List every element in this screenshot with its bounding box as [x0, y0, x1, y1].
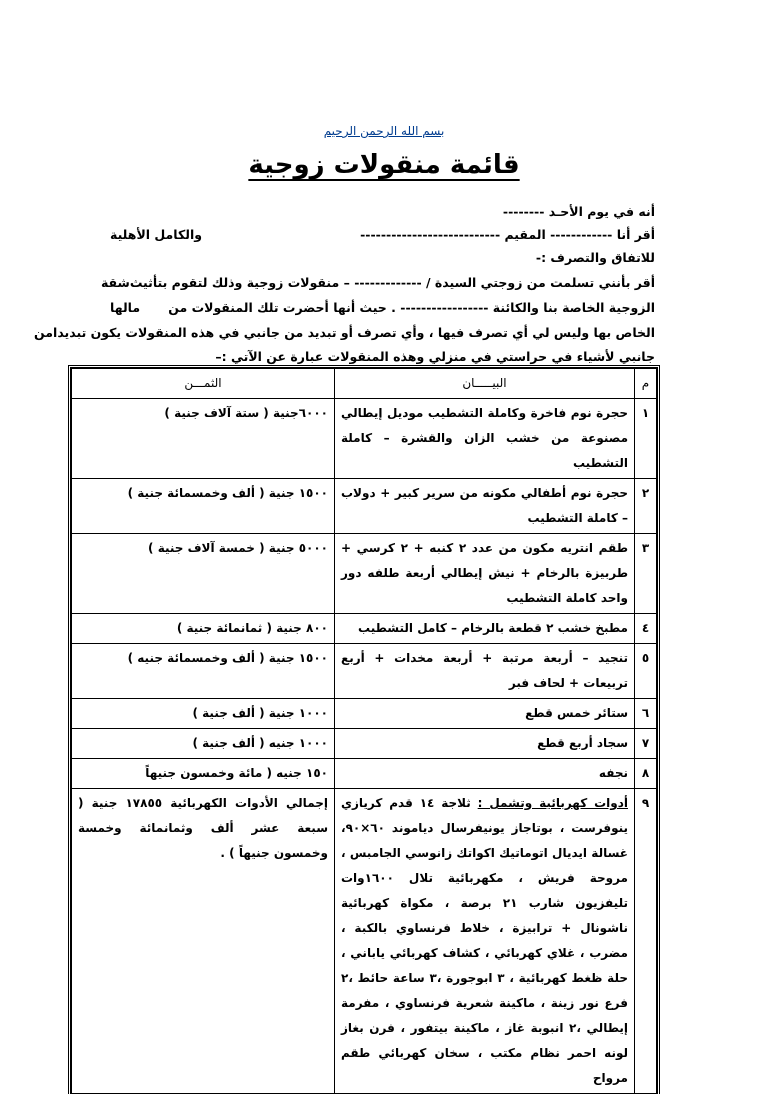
row-description: نجفه — [335, 759, 635, 789]
table-row — [72, 614, 657, 644]
header-price: الثمـــن — [72, 369, 335, 399]
basmala: بسم الله الرحمن الرحيم — [323, 124, 445, 138]
row-number: ٩ — [635, 789, 657, 1094]
intro-line-4 — [100, 271, 655, 295]
row-price: ١٠٠٠ جنية ( ألف جنية ) — [72, 699, 335, 729]
intro-line-2-end: والكامل الأهلية — [110, 227, 203, 242]
row-price: إجمالي الأدوات الكهربائية ١٧٨٥٥ جنية ( سبعة عشر ألف وثمانمائة وخمسة وخمسون جنيهاً ) . — [72, 789, 335, 1094]
intro-line-3: للاتفاق والتصرف :- — [535, 250, 655, 265]
row-price: ٨٠٠ جنية ( ثمانمائة جنية ) — [72, 614, 335, 644]
table-row — [72, 479, 657, 534]
row-number: ٦ — [635, 699, 657, 729]
row-price: ٦٠٠٠جنية ( ستة آلاف جنية ) — [72, 399, 335, 479]
items-table — [71, 368, 657, 1094]
table-row — [72, 699, 657, 729]
table-row — [72, 729, 657, 759]
table-row — [72, 399, 657, 479]
row-description: طقم انتريه مكون من عدد ٢ كنبه + ٢ كرسي + طربيزة بالرخام + نيش إيطالي أربعة طلفه دور واحد كاملة التشطيب — [335, 534, 635, 614]
row-price: ١٥٠٠ جنية ( ألف وخمسمائة جنية ) — [72, 479, 335, 534]
row-number: ٤ — [635, 614, 657, 644]
row-description-label: أدوات كهربائية وتشمل : — [477, 796, 628, 810]
intro-line-6 — [34, 321, 655, 345]
document-title — [0, 150, 768, 180]
row-description: ستائر خمس قطع — [335, 699, 635, 729]
table-row — [72, 644, 657, 699]
intro-line-2-start: أقر أنا ------------ المقيم --------------------------- — [360, 227, 655, 242]
table-row — [72, 534, 657, 614]
row-description-text: ثلاجة ١٤ قدم كريازي ينوفرست ، بوتاجاز يونيفرسال دياموند ٦٠×٩٠، غسالة ايديال اتوماتيك اكواتك زانوسي الجامبس ، مروحة فريش ، مكهربائية تلال ١٦٠٠وات تليفزيون شارب ٢١ برصة ، مكواة كهربائية ناشونال + ترابيزة ، خلاط فرنساوي بالكبة ، مضرب ، غلاي كهربائي ، كشاف كهربائي ياباني ، حلة ظغط كهربائية ، ٣ ابوجورة ،٣ ساعة حائط ،٢ فرع نور زينة ، ماكينة شعرية فرنساوي ، مفرمة إيطالي ،٢ انبوبة غاز ، ماكينة بيتفور ، فرن بغاز لونه احمر نظام مكتب ، سخان كهربائي طقم مرواح — [341, 796, 629, 1085]
intro-line-2 — [110, 223, 655, 247]
row-price: ١٠٠٠ جنيه ( ألف جنية ) — [72, 729, 335, 759]
intro-line-4-start: أقر بأنني تسلمت من زوجتي السيدة / ------------- – منقولات زوجية وذلك لتقوم بتأثيث — [129, 275, 655, 290]
row-number: ٨ — [635, 759, 657, 789]
row-price: ١٥٠ جنيه ( مائة وخمسون جنيهاً — [72, 759, 335, 789]
row-number: ٢ — [635, 479, 657, 534]
row-number: ٣ — [635, 534, 657, 614]
row-description: تنجيد – أربعة مرتبة + أربعة مخدات + أربع تربيعات + لحاف فبر — [335, 644, 635, 699]
row-description: حجرة نوم فاخرة وكاملة التشطيب موديل إيطالي مصنوعة من خشب الزان والقشرة – كاملة التشطيب — [335, 399, 635, 479]
row-description: سجاد أربع قطع — [335, 729, 635, 759]
intro-line-5-start: الزوجية الخاصة بنا والكائنة ----------------- . حيث أنها أحضرت تلك المنقولات من — [168, 300, 655, 315]
row-number: ١ — [635, 399, 657, 479]
table-row — [72, 759, 657, 789]
row-description: حجرة نوم أطفالي مكونه من سرير كبير + دولاب – كاملة التشطيب — [335, 479, 635, 534]
intro-line-5-end: مالها — [110, 300, 141, 315]
intro-line-6-start: الخاص بها وليس لي أي تصرف فيها ، وأي تصرف أو تبديد من جانبي في هذه المنقولات يكون تبديدا — [53, 325, 655, 340]
row-description: مطبخ خشب ٢ قطعة بالرخام – كامل التشطيب — [335, 614, 635, 644]
header-num: م — [635, 369, 657, 399]
intro-line-1: أنه في يوم الأحـد -------- — [502, 204, 655, 219]
row-price: ٥٠٠٠ جنية ( خمسة آلاف جنية ) — [72, 534, 335, 614]
intro-line-4-end: شقة — [100, 275, 130, 290]
row-description — [335, 789, 635, 1094]
row-number: ٧ — [635, 729, 657, 759]
intro-line-6-end: من — [34, 325, 54, 340]
table-header-row — [72, 369, 657, 399]
intro-line-5 — [110, 296, 655, 320]
intro-line-7: جانبي لأشياء في حراستي في منزلي وهذه المنقولات عبارة عن الآتي :– — [215, 349, 655, 364]
table-row — [72, 789, 657, 1094]
document-title-text: قائمة منقولات زوجية — [248, 150, 520, 180]
row-price: ١٥٠٠ جنية ( ألف وخمسمائة جنيه ) — [72, 644, 335, 699]
row-number: ٥ — [635, 644, 657, 699]
header-description: البيـــــان — [335, 369, 635, 399]
